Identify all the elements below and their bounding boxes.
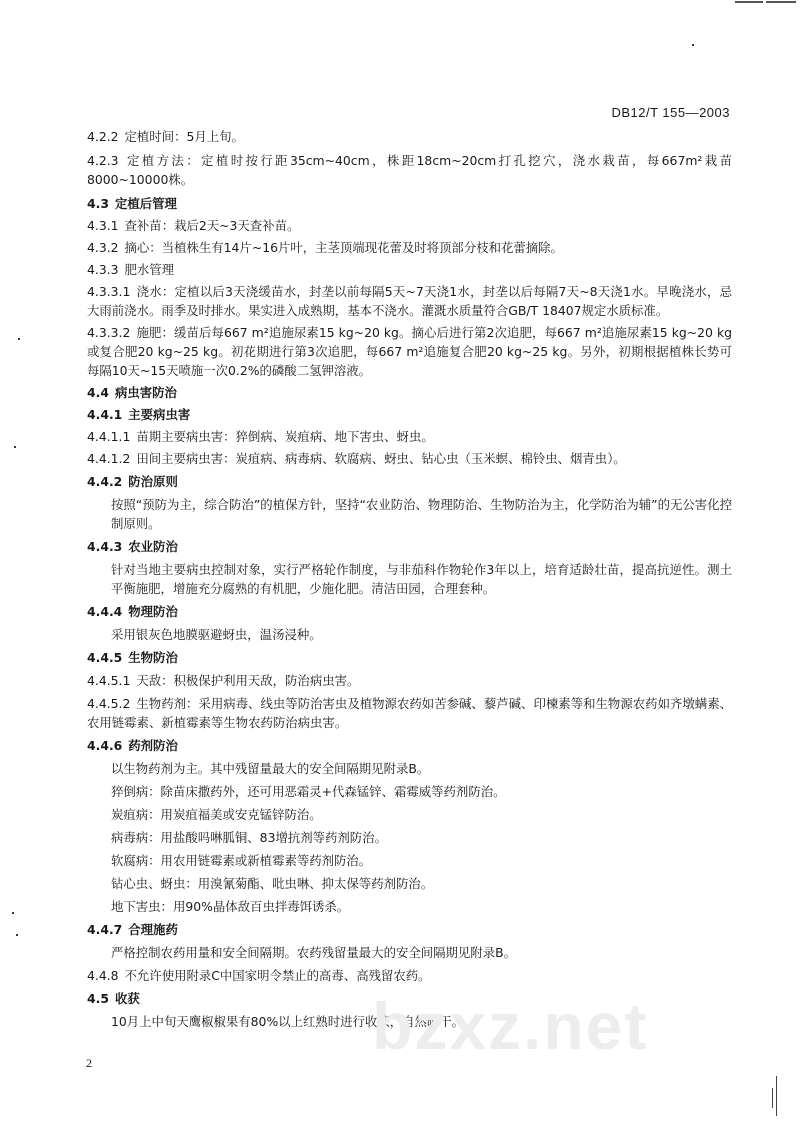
clause-4-2-3: 4.2.3 定植方法：定植时按行距35cm~40cm，株距18cm~20cm打孔挖穴，浇水栽苗，每667m²栽苗8000~10000株。 [87, 153, 732, 187]
scan-speck [16, 934, 18, 936]
standard-code: DB12/T 155—2003 [611, 105, 730, 120]
scan-edge-mark [772, 1088, 773, 1108]
section-4-4-heading: 4.4 病虫害防治 [87, 385, 177, 400]
clause-4-4-3-heading: 4.4.3 农业防治 [87, 539, 178, 554]
clause-4-4-1-2: 4.4.1.2 田间主要病虫害：炭疽病、病毒病、软腐病、蚜虫、钻心虫（玉米螟、棉铃虫、烟青虫）。 [87, 451, 626, 466]
chemical-control-intro: 以生物药剂为主。其中残留量最大的安全间隔期见附录B。 [111, 761, 430, 776]
section-4-5-heading: 4.5 收获 [87, 991, 140, 1006]
borer-aphid-treatment: 钻心虫、蚜虫：用溴氰菊酯、吡虫啉、抑太保等药剂防治。 [111, 876, 434, 891]
virus-disease-treatment: 病毒病：用盐酸吗啉胍铜、83增抗剂等药剂防治。 [111, 830, 387, 845]
clause-4-4-6-heading: 4.4.6 药剂防治 [87, 738, 178, 753]
clause-4-4-1-heading: 4.4.1 主要病虫害 [87, 407, 191, 422]
agricultural-control-text: 针对当地主要病虫控制对象，实行严格轮作制度，与非茄科作物轮作3年以上，培育适龄壮苗，提高抗逆性。测土平衡施肥，增施充分腐熟的有机肥，少施化肥。清洁田园，合理套种。 [111, 562, 732, 596]
clause-4-3-3-1: 4.3.3.1 浇水：定植以后3天浇缓苗水，封垄以前每隔5天~7天浇1水，封垄以后每隔7天~8天浇1水。早晚浇水，忌大雨前浇水。雨季及时排水。果实进入成熟期，基本不浇水。灌溉水质量符合GB/T 18407规定水质标准。 [87, 284, 732, 318]
top-border-marks [0, 0, 800, 6]
scan-speck [14, 446, 16, 448]
scan-speck [692, 44, 694, 46]
physical-control-text: 采用银灰色地膜驱避蚜虫，温汤浸种。 [111, 627, 322, 642]
clause-4-4-5-2: 4.4.5.2 生物药剂：采用病毒、线虫等防治害虫及植物源农药如苦参碱、藜芦碱、印楝素等和生物源农药如齐墩螨素、农用链霉素、新植霉素等生物农药防治病虫害。 [87, 696, 732, 730]
clause-4-2-2: 4.2.2 定植时间：5月上旬。 [87, 129, 244, 144]
clause-4-3-3-2: 4.3.3.2 施肥：缓苗后每667 m²追施尿素15 kg~20 kg。摘心后进行第2次追肥，每667 m²追施尿素15 kg~20 kg或复合肥20 kg~25 kg。初花期进行第3次追肥，每667 m²追施复合肥20 kg~25 kg。另外，初期根据植株长势可每隔10天~15天喷施一次0.2%的磷酸二氢钾溶液。 [87, 325, 732, 378]
prevention-principle-text: 按照“预防为主，综合防治”的植保方针，坚持“农业防治、物理防治、生物防治为主，化学防治为辅”的无公害化控制原则。 [111, 497, 732, 531]
soft-rot-treatment: 软腐病：用农用链霉素或新植霉素等药剂防治。 [111, 853, 372, 868]
clause-4-3-3: 4.3.3 肥水管理 [87, 262, 175, 277]
clause-4-4-4-heading: 4.4.4 物理防治 [87, 604, 178, 619]
anthracnose-treatment: 炭疽病：用炭疽福美或安克锰锌防治。 [111, 807, 322, 822]
clause-4-4-5-1: 4.4.5.1 天敌：积极保护利用天敌，防治病虫害。 [87, 673, 360, 688]
soil-pest-treatment: 地下害虫：用90%晶体敌百虫拌毒饵诱杀。 [111, 899, 350, 914]
damping-off-treatment: 猝倒病：除苗床撒药外，还可用恶霜灵+代森锰锌、霜霉威等药剂防治。 [111, 784, 506, 799]
rational-application-text: 严格控制农药用量和安全间隔期。农药残留量最大的安全间隔期见附录B。 [111, 945, 516, 960]
clause-4-4-2-heading: 4.4.2 防治原则 [87, 474, 178, 489]
document-body [87, 126, 732, 1031]
scan-speck [12, 912, 14, 914]
clause-4-4-8: 4.4.8 不允许使用附录C中国家明令禁止的高毒、高残留农药。 [87, 968, 431, 983]
page-number: 2 [86, 1056, 92, 1070]
harvest-text: 10月上中旬天鹰椒椒果有80%以上红熟时进行收获，自然晾干。 [111, 1014, 465, 1029]
clause-4-3-2: 4.3.2 摘心：当植株生有14片~16片叶，主茎顶端现花蕾及时将顶部分枝和花蕾摘除。 [87, 240, 563, 255]
clause-4-4-1-1: 4.4.1.1 苗期主要病虫害：猝倒病、炭疽病、地下害虫、蚜虫。 [87, 429, 434, 444]
scan-edge-mark [776, 1076, 777, 1116]
section-4-3-heading: 4.3 定植后管理 [87, 196, 177, 211]
watermark: bzxz.net [372, 989, 649, 1063]
clause-4-3-1: 4.3.1 查补苗：栽后2天~3天查补苗。 [87, 218, 300, 233]
clause-4-4-5-heading: 4.4.5 生物防治 [87, 650, 178, 665]
clause-4-4-7-heading: 4.4.7 合理施药 [87, 922, 178, 937]
scan-speck [18, 338, 20, 340]
